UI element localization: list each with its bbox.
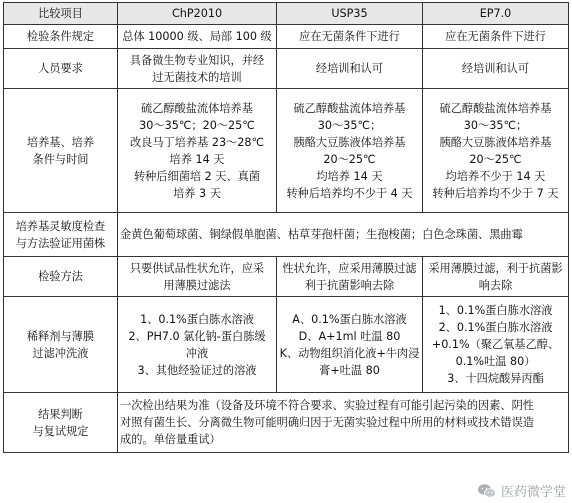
row-condition: [4, 25, 569, 49]
label-method: 检验方法: [4, 257, 118, 297]
ep-diluent-line: 3、十四烷酸异丙酯: [447, 372, 544, 385]
watermark-text: 医药微学堂: [500, 485, 566, 500]
ep-diluent-line: +0.1%（聚乙氧基乙醇、: [431, 338, 560, 351]
judgement-text: [118, 393, 569, 453]
usp-media-line: 均培养 14 天: [316, 169, 383, 183]
ep-method-line: 响去除: [478, 278, 513, 292]
ep-media: [423, 89, 569, 213]
ep-media-line: 转种后培养均不少于 7 天: [432, 186, 559, 200]
judgement-line: 成的。单倍量重试）: [120, 433, 221, 446]
label-diluent-line: 稀释剂与薄膜: [26, 329, 95, 343]
ep-diluent: [423, 297, 569, 393]
usp-diluent-line: 膏+吐温 80: [319, 363, 380, 377]
header-chp: ChP2010: [118, 3, 277, 25]
label-condition: 检验条件规定: [4, 25, 118, 49]
usp-diluent-line: A、0.1%蛋白胨水溶液: [292, 312, 407, 326]
chp-media-line: 改良马丁培养基 23～28℃: [129, 135, 265, 149]
ep-media-line: 均培养不少于 14 天: [445, 169, 546, 183]
usp-method-line: 性状允许，应采用薄膜过滤: [282, 261, 417, 275]
chp-personnel: [118, 49, 277, 89]
chp-condition: 总体 10000 级、局部 100 级: [118, 25, 277, 49]
usp-diluent-line: K、动物组织消化液+牛肉浸: [279, 346, 420, 360]
chp-media-line: 30～35℃；20～25℃: [139, 118, 255, 132]
ep-diluent-line: 0.1%吐温 80）: [455, 355, 536, 368]
chp-media: [118, 89, 277, 213]
chp-media-line: 培养 3 天: [173, 186, 221, 200]
chp-method: [118, 257, 277, 297]
strains-text: 金黄色葡萄球菌、铜绿假单胞菌、枯草芽孢杆菌；生孢梭菌；白色念珠菌、黑曲霉: [118, 213, 569, 257]
ep-diluent-line: 2、0.1%蛋白胨水溶液: [438, 321, 553, 334]
header-item: 比较项目: [4, 3, 118, 25]
ep-media-line: 硫乙醇酸盐流体培养基: [439, 101, 552, 115]
usp-personnel: 经培训和认可: [277, 49, 423, 89]
label-strains: [4, 213, 118, 257]
chp-media-line: 转种后细菌培 2 天、真菌: [133, 169, 261, 183]
usp-media-line: 30～35℃；: [317, 118, 382, 132]
ep-media-line: 胰酪大豆胨液体培养基: [439, 135, 552, 149]
ep-media-line: 20～25℃: [469, 152, 522, 166]
header-row: [4, 3, 569, 25]
chp-diluent-line: 1、0.1%蛋白胨水溶液: [140, 312, 254, 326]
label-strains-line: 与方法验证用菌株: [15, 236, 106, 250]
usp-diluent-line: D、A+1ml 吐温 80: [298, 329, 401, 343]
row-diluent: [4, 297, 569, 393]
ep-diluent-line: 1、0.1%蛋白胨水溶液: [438, 304, 553, 317]
row-personnel: [4, 49, 569, 89]
chp-diluent-line: 2、PH7.0 氯化钠-蛋白胨缓: [128, 329, 266, 343]
row-media: [4, 89, 569, 213]
usp-media-line: 20～25℃: [323, 152, 376, 166]
judgement-line: 一次检出结果为准（设备及环境不符合要求、实验过程有可能引起污染的因素、阴性: [120, 399, 534, 412]
label-personnel: 人员要求: [4, 49, 118, 89]
ep-method-line: 采用薄膜过滤，利于抗菌影: [428, 261, 563, 275]
label-media-line: 条件与时间: [32, 152, 89, 166]
chp-method-line: 用薄膜过滤法: [163, 278, 231, 292]
comparison-table-container: [3, 2, 569, 453]
label-diluent-line: 过滤冲洗液: [32, 346, 89, 360]
chp-diluent-line: 冲液: [185, 346, 209, 360]
ep-condition: 应在无菌条件下进行: [423, 25, 569, 49]
row-method: [4, 257, 569, 297]
usp-condition: 应在无菌条件下进行: [277, 25, 423, 49]
label-judgement-line: 结果判断: [38, 407, 83, 421]
usp-media-line: 转种后培养均不少于 4 天: [286, 186, 413, 200]
label-strains-line: 培养基灵敏度检查: [15, 219, 106, 233]
ep-media-line: 30～35℃；: [463, 118, 528, 132]
header-ep: EP7.0: [423, 3, 569, 25]
label-judgement: [4, 393, 118, 453]
header-usp: USP35: [277, 3, 423, 25]
row-strains: [4, 213, 569, 257]
usp-diluent: [277, 297, 423, 393]
row-judgement: [4, 393, 569, 453]
label-media: [4, 89, 118, 213]
chp-personnel-line: 具备微生物专业知识，并经: [129, 53, 265, 67]
label-judgement-line: 与复试规定: [32, 424, 89, 438]
ep-personnel: 经培训和认可: [423, 49, 569, 89]
usp-method: [277, 257, 423, 297]
wechat-icon: [477, 483, 497, 499]
chp-diluent-line: 3、其他经验证过的溶液: [137, 363, 257, 377]
usp-method-line: 利于抗菌影响去除: [304, 278, 395, 292]
label-media-line: 培养基、培养: [26, 135, 95, 149]
chp-diluent: [118, 297, 277, 393]
watermark: [477, 481, 566, 500]
label-diluent: [4, 297, 118, 393]
usp-media-line: 硫乙醇酸盐流体培养基: [293, 101, 406, 115]
chp-media-line: 硫乙醇酸盐流体培养基: [141, 101, 253, 115]
chp-personnel-line: 过无菌技术的培训: [152, 70, 242, 84]
comparison-table: [3, 2, 569, 453]
ep-method: [423, 257, 569, 297]
chp-media-line: 培养 14 天: [169, 152, 225, 166]
judgement-line: 对照有菌生长、分离微生物可能明确归因于无菌实验过程中所用的材料或技术错误造: [120, 416, 534, 429]
chp-method-line: 只要供试品性状允许，应采: [129, 261, 265, 275]
usp-media: [277, 89, 423, 213]
usp-media-line: 胰酪大豆胨液体培养基: [293, 135, 406, 149]
